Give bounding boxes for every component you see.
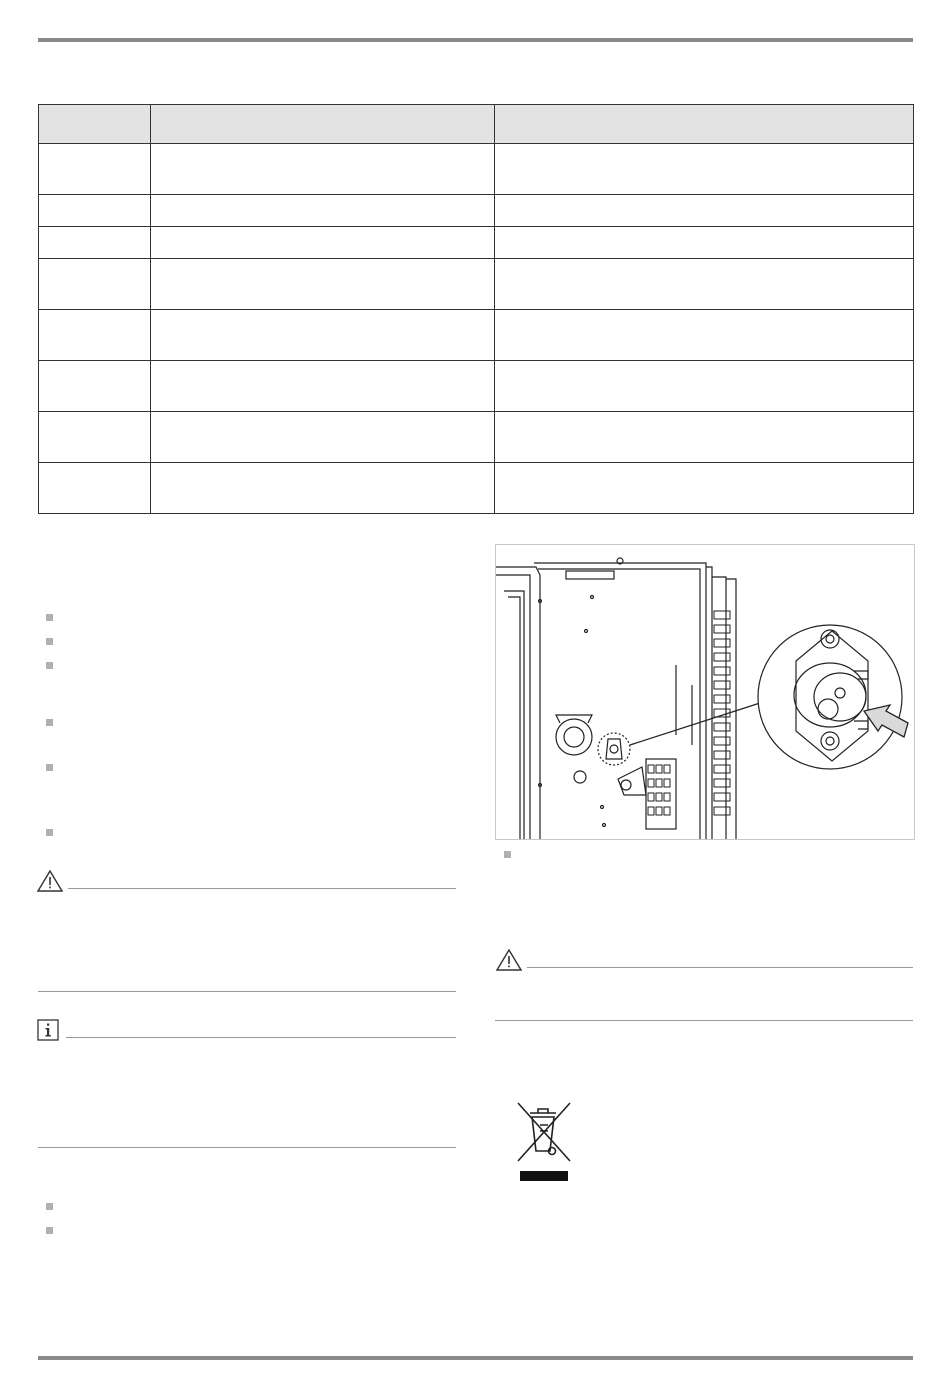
info-rule bbox=[66, 1037, 456, 1038]
list-bullet bbox=[46, 829, 53, 836]
table-cell bbox=[39, 412, 151, 463]
table-cell bbox=[151, 310, 495, 361]
table-row bbox=[39, 412, 914, 463]
table-cell bbox=[151, 259, 495, 310]
table-header-cell bbox=[151, 105, 495, 144]
appliance-diagram bbox=[495, 544, 915, 840]
table-row bbox=[39, 310, 914, 361]
table-cell bbox=[151, 463, 495, 514]
table-cell bbox=[495, 412, 914, 463]
table-row bbox=[39, 463, 914, 514]
list-bullet bbox=[46, 1203, 53, 1210]
table-cell bbox=[39, 227, 151, 259]
top-rule bbox=[38, 38, 913, 42]
list-bullet bbox=[46, 764, 53, 771]
spec-table bbox=[38, 104, 914, 514]
table-cell bbox=[151, 361, 495, 412]
table-row bbox=[39, 259, 914, 310]
table-cell bbox=[151, 412, 495, 463]
table-cell bbox=[39, 144, 151, 195]
table-cell bbox=[39, 361, 151, 412]
table-cell bbox=[495, 259, 914, 310]
weee-recycling-icon bbox=[512, 1099, 576, 1183]
section-divider bbox=[495, 1020, 913, 1021]
list-bullet bbox=[46, 638, 53, 645]
section-divider bbox=[38, 991, 456, 992]
warning-rule bbox=[527, 967, 913, 968]
table-row bbox=[39, 227, 914, 259]
table-cell bbox=[39, 310, 151, 361]
list-bullet bbox=[46, 1227, 53, 1234]
table-cell bbox=[39, 463, 151, 514]
info-icon bbox=[37, 1019, 59, 1046]
table-cell bbox=[495, 361, 914, 412]
warning-icon bbox=[496, 949, 522, 976]
table-cell bbox=[39, 259, 151, 310]
section-divider bbox=[38, 1147, 456, 1148]
warning-rule bbox=[68, 888, 456, 889]
table-cell bbox=[495, 463, 914, 514]
bottom-rule bbox=[38, 1356, 913, 1360]
table-header-row bbox=[39, 105, 914, 144]
table-cell bbox=[495, 227, 914, 259]
table-row bbox=[39, 361, 914, 412]
table-row bbox=[39, 195, 914, 227]
table-header-cell bbox=[39, 105, 151, 144]
table-cell bbox=[495, 310, 914, 361]
list-bullet bbox=[46, 614, 53, 621]
table-cell bbox=[151, 195, 495, 227]
table-cell bbox=[151, 144, 495, 195]
table-cell bbox=[495, 195, 914, 227]
table-cell bbox=[151, 227, 495, 259]
list-bullet bbox=[46, 662, 53, 669]
table-cell bbox=[495, 144, 914, 195]
list-bullet bbox=[46, 719, 53, 726]
table-cell bbox=[39, 195, 151, 227]
warning-icon bbox=[37, 870, 63, 897]
table-row bbox=[39, 144, 914, 195]
table-header-cell bbox=[495, 105, 914, 144]
list-bullet bbox=[504, 851, 511, 858]
